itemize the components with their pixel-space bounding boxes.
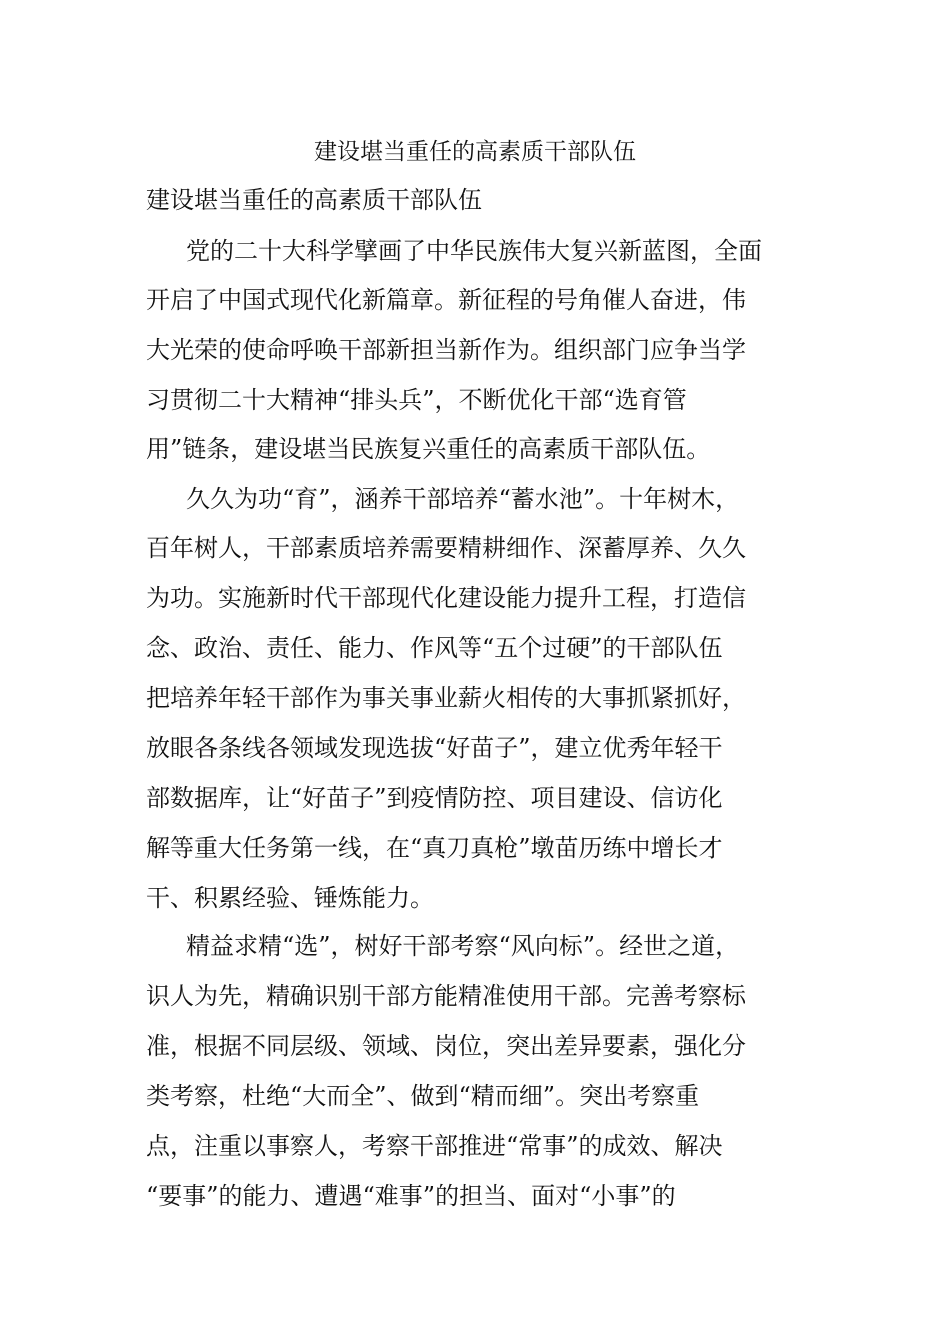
text-line: 念、政治、责任、能力、作风等“五个过硬”的干部队伍 — [146, 634, 723, 662]
text-line: 党的二十大科学擘画了中华民族伟大复兴新蓝图，全面 — [186, 237, 762, 265]
text-line: 部数据库，让“好苗子”到疫情防控、项目建设、信访化 — [146, 784, 723, 812]
text-line: 习贯彻二十大精神“排头兵”，不断优化干部“选育管 — [146, 386, 687, 414]
text-line: 识人为先，精确识别干部方能精准使用干部。完善考察标 — [146, 982, 746, 1010]
page-title: 建设堪当重任的高素质干部队伍 — [314, 139, 636, 165]
text-line: 准，根据不同层级、领域、岗位，突出差异要素，强化分 — [146, 1032, 746, 1060]
text-line: 点，注重以事察人，考察干部推进“常事”的成效、解决 — [146, 1132, 723, 1160]
document-subtitle: 建设堪当重任的高素质干部队伍 — [146, 186, 482, 214]
text-line: 久久为功“育”，涵养干部培养“蓄水池”。十年树木， — [186, 485, 740, 513]
text-line: 用”链条，建设堪当民族复兴重任的高素质干部队伍。 — [146, 435, 711, 463]
text-line: 为功。实施新时代干部现代化建设能力提升工程，打造信 — [146, 584, 746, 612]
text-line: 大光荣的使命呼唤干部新担当新作为。组织部门应争当学 — [146, 336, 746, 364]
text-line: 放眼各条线各领域发现选拔“好苗子”，建立优秀年轻干 — [146, 734, 723, 762]
text-line: 精益求精“选”，树好干部考察“风向标”。经世之道， — [186, 932, 740, 960]
text-line: 解等重大任务第一线，在“真刀真枪”墩苗历练中增长才 — [146, 834, 723, 862]
text-line: “要事”的能力、遭遇“难事”的担当、面对“小事”的 — [146, 1182, 676, 1210]
text-line: 把培养年轻干部作为事关事业薪火相传的大事抓紧抓好， — [146, 684, 746, 712]
text-line: 开启了中国式现代化新篇章。新征程的号角催人奋进，伟 — [146, 286, 746, 314]
text-line: 干、积累经验、锤炼能力。 — [146, 884, 434, 912]
text-line: 类考察，杜绝“大而全”、做到“精而细”。突出考察重 — [146, 1082, 700, 1110]
text-line: 百年树人，干部素质培养需要精耕细作、深蓄厚养、久久 — [146, 534, 746, 562]
